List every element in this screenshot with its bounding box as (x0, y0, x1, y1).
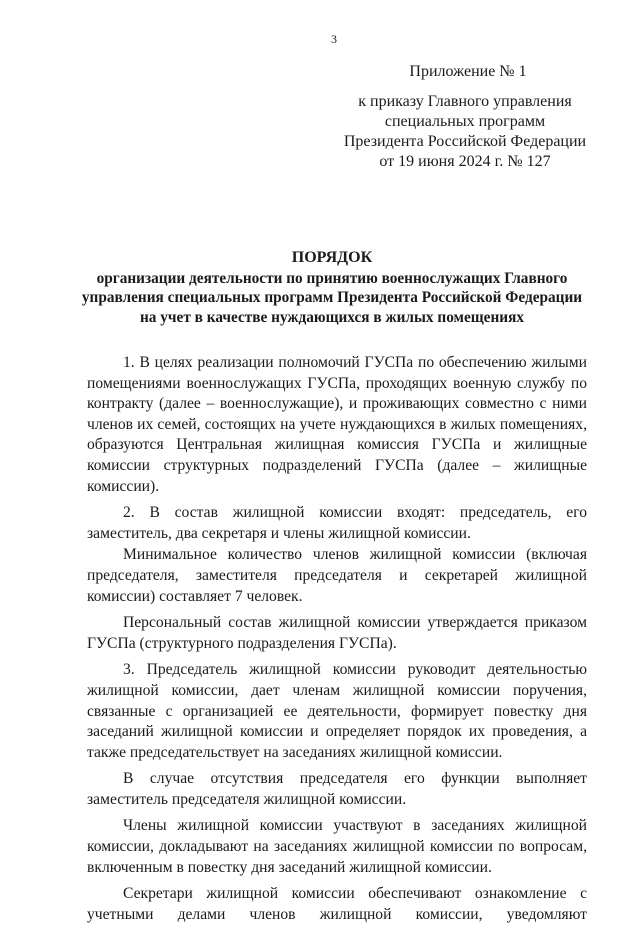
appendix-line: Президента Российской Федерации (343, 133, 587, 150)
document-subtitle-line: организации деятельности по принятию военнослужащих Главного (96, 269, 568, 287)
document-title: ПОРЯДОК (291, 249, 373, 266)
paragraph: 3. Председатель жилищной комиссии руководит деятельностью жилищной комиссии, дает членам жилищной комиссии поручения, связанные с организацией ее деятельности, формирует повестку дня заседаний жилищной комиссии и определяет порядок их проведения, а также председательствует на заседаниях жилищной комиссии. (87, 661, 587, 761)
paragraph: Секретари жилищной комиссии обеспечивают ознакомление с учетными делами членов жилищной комиссии, уведомляют (87, 885, 587, 923)
document-body (87, 353, 587, 925)
paragraph: 1. В целях реализации полномочий ГУСПа по обеспечению жилыми помещениями военнослужащих ГУСПа, проходящих военную службу по контракту (далее – военнослужащие), и проживающих совместно с ними членов их семей, состоящих на учете нуждающихся в жилых помещениях, образуются Центральная жилищная комиссия ГУСПа и жилищные комиссии структурных подразделений ГУСПа (далее – жилищные комиссии). (87, 354, 587, 495)
appendix-line: от 19 июня 2024 г. № 127 (379, 153, 551, 170)
page-number: 3 (331, 32, 337, 46)
document-subtitle-line: на учет в качестве нуждающихся в жилых помещениях (139, 308, 525, 326)
document-subtitle-line: управления специальных программ Президента Российской Федерации (81, 289, 583, 306)
appendix-line: специальных программ (384, 113, 546, 130)
paragraph: В случае отсутствия председателя его функции выполняет заместитель председателя жилищной комиссии. (87, 770, 587, 808)
paragraph: 2. В состав жилищной комиссии входят: председатель, его заместитель, два секретаря и члены жилищной комиссии. (87, 504, 587, 542)
paragraph: Минимальное количество членов жилищной комиссии (включая председателя, заместителя председателя и секретарей жилищной комиссии) составляет 7 человек. (87, 546, 587, 605)
appendix-block (300, 62, 630, 172)
appendix-title: Приложение № 1 (409, 63, 527, 80)
paragraph: Члены жилищной комиссии участвуют в заседаниях жилищной комиссии, докладывают на заседаниях жилищной комиссии по вопросам, включенным в повестку дня заседаний жилищной комиссии. (87, 817, 587, 876)
paragraph: Персональный состав жилищной комиссии утверждается приказом ГУСПа (структурного подразделения ГУСПа). (87, 614, 587, 652)
appendix-line: к приказу Главного управления (358, 93, 572, 110)
document-heading (70, 248, 594, 327)
